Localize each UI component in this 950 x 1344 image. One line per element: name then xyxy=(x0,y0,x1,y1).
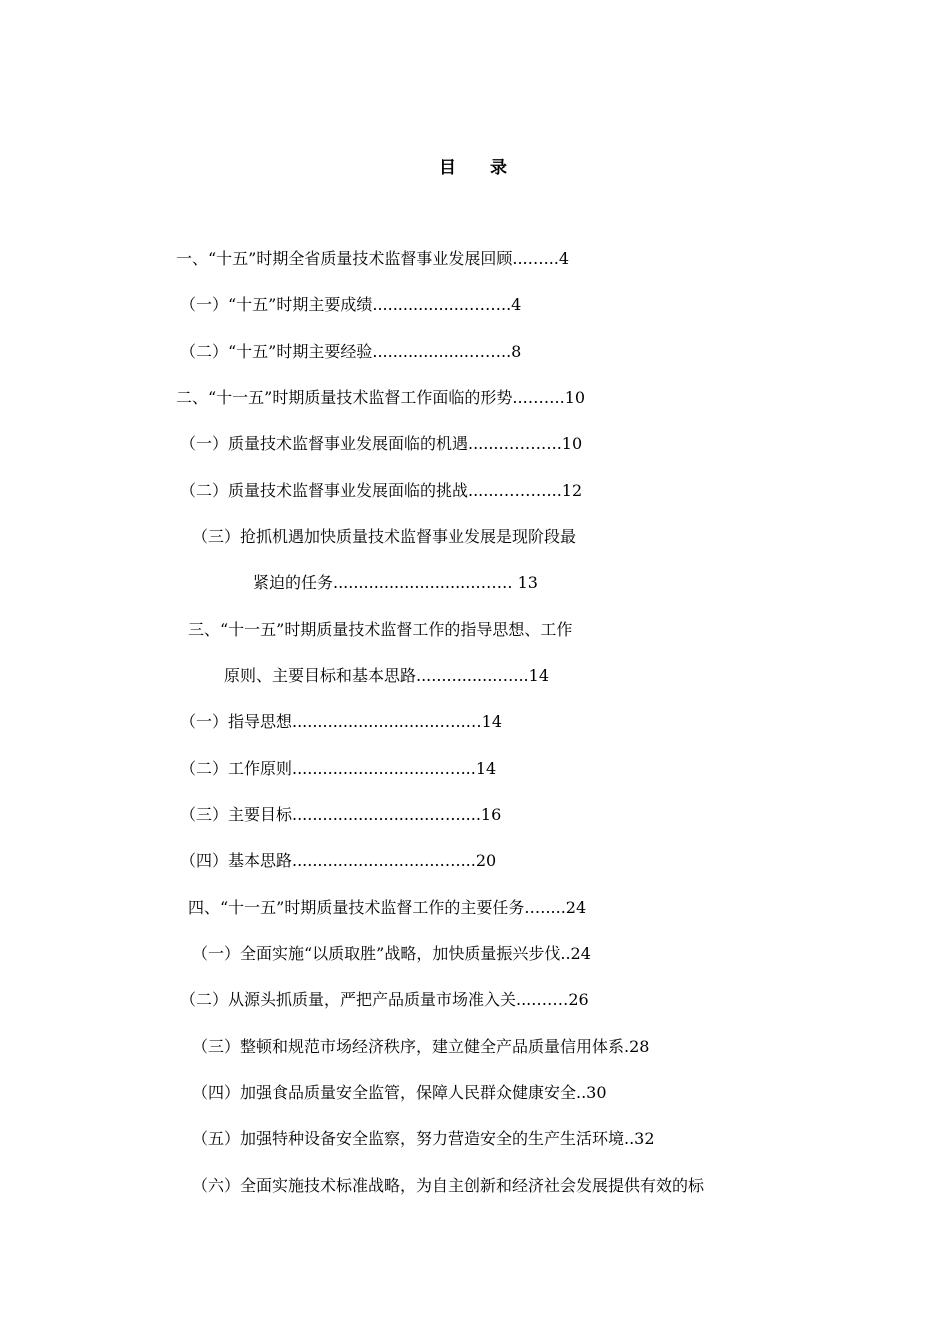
toc-entry: （三）主要目标............................…......16 xyxy=(180,805,502,824)
toc-entry: （五）加强特种设备安全监察，努力营造安全的生产生活环境..32 xyxy=(192,1129,655,1148)
toc-entry: （三）抢抓机遇加快质量技术监督事业发展是现阶段最 xyxy=(192,527,577,546)
toc-entry: 四、“十一五”时期质量技术监督工作的主要任务.…....24 xyxy=(188,898,587,917)
toc-entry: （四）基本思路.............................…....20 xyxy=(180,851,497,870)
toc-entry: （二）质量技术监督事业发展面临的挑战......………...12 xyxy=(180,481,583,500)
toc-entry-continuation: 紧迫的任务............................……. 13 xyxy=(253,573,538,592)
toc-entry: 二、“十一五”时期质量技术监督工作面临的形势..……..10 xyxy=(176,388,586,407)
toc-entry: （一）“十五”时期主要成绩...................……..4 xyxy=(180,295,522,314)
page-title: 目 录 xyxy=(439,158,521,178)
toc-entry: （四）加强食品质量安全监管，保障人民群众健康安全..30 xyxy=(192,1083,607,1102)
toc-entry: （二）从源头抓质量，严把产品质量市场准入关....……26 xyxy=(180,990,589,1009)
toc-entry: （三）整顿和规范市场经济秩序，建立健全产品质量信用体系.28 xyxy=(192,1037,650,1056)
toc-entry: （一）全面实施“以质取胜”战略，加快质量振兴步伐..24 xyxy=(192,944,591,963)
toc-entry: 一、“十五”时期全省质量技术监督事业发展回顾...…...4 xyxy=(176,249,570,268)
toc-entry: （一）指导思想.............................…..…14 xyxy=(180,712,503,731)
toc-entry: （一）质量技术监督事业发展面临的机遇.......………..10 xyxy=(180,434,583,453)
toc-entry-continuation: 原则、主要目标和基本思路................…...14 xyxy=(224,666,549,685)
toc-entry: （六）全面实施技术标准战略，为自主创新和经济社会发展提供有效的标 xyxy=(192,1176,705,1195)
toc-entry: 三、“十一五”时期质量技术监督工作的指导思想、工作 xyxy=(188,620,573,639)
toc-entry: （二）工作原则..............................…...14 xyxy=(180,759,497,778)
toc-entry: （二）“十五”时期主要经验...................……..8 xyxy=(180,342,522,361)
